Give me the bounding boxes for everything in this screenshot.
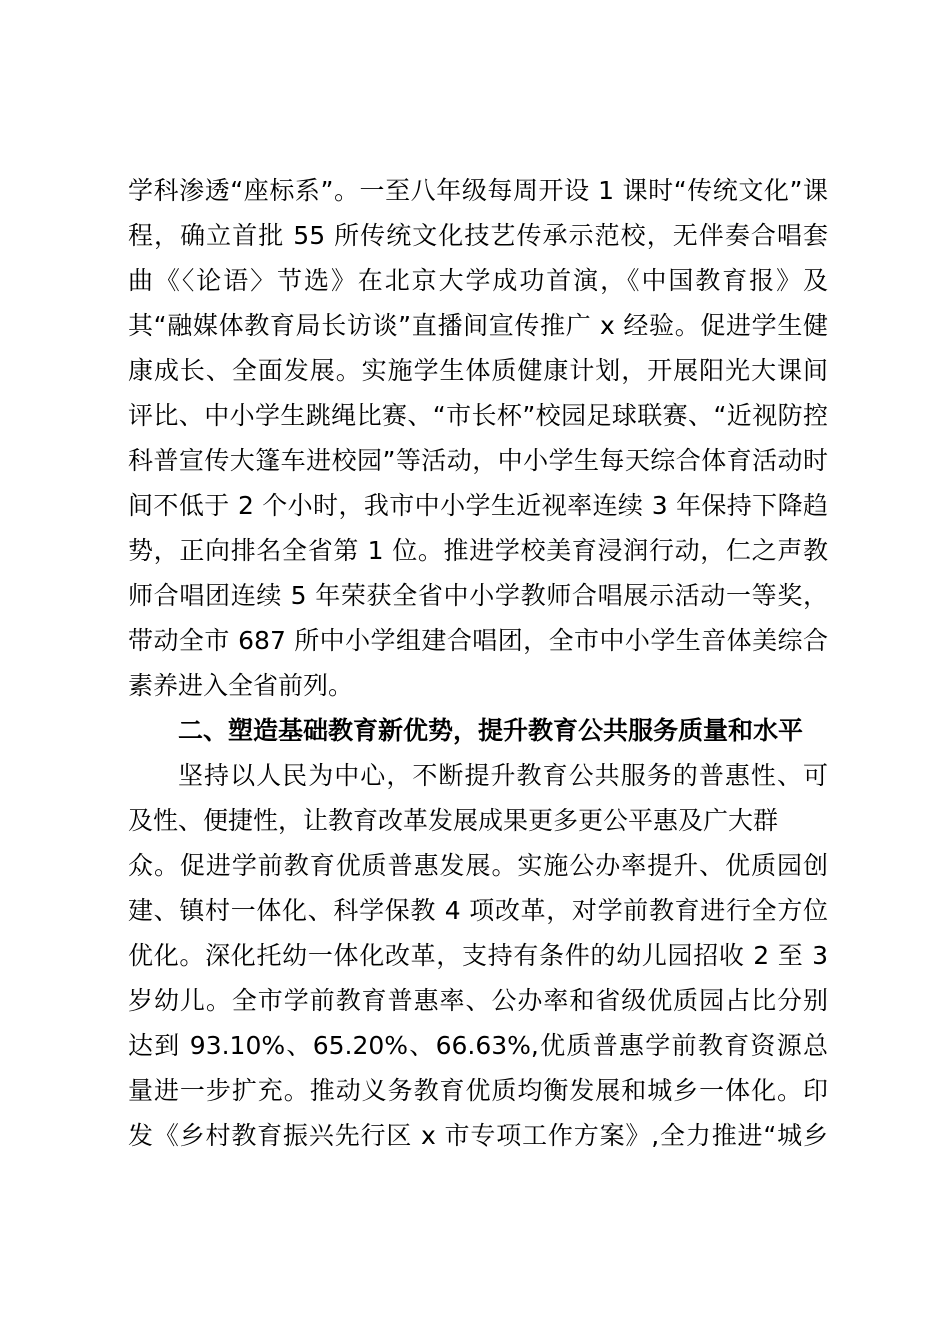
paragraph-line-last: 素养进入全省前列。	[128, 671, 354, 700]
paragraph-line: 师合唱团连续 5 年荣获全省中小学教师合唱展示活动一等奖，	[128, 581, 828, 610]
paragraph-line: 曲《〈论语〉节选》在北京大学成功首演，《中国教育报》及	[128, 266, 828, 295]
paragraph-line: 康成长、全面发展。实施学生体质健康计划，开展阳光大课间	[128, 356, 828, 385]
paragraph-line: 带动全市 687 所中小学组建合唱团，全市中小学生音体美综合	[128, 626, 828, 655]
paragraph-line: 达到 93.10%、65.20%、66.63%,优质普惠学前教育资源总	[128, 1031, 828, 1060]
paragraph-line: 评比、中小学生跳绳比赛、“市长杯”校园足球联赛、“近视防控	[128, 401, 828, 430]
paragraph-line: 优化。深化托幼一体化改革，支持有条件的幼儿园招收 2 至 3	[128, 941, 828, 970]
paragraph-line: 建、镇村一体化、科学保教 4 项改革，对学前教育进行全方位	[128, 896, 828, 925]
paragraph-line: 量进一步扩充。推动义务教育优质均衡发展和城乡一体化。印	[128, 1076, 828, 1105]
paragraph-line: 科普宣传大篷车进校园”等活动，中小学生每天综合体育活动时	[128, 446, 828, 475]
paragraph-line: 势，正向排名全省第 1 位。推进学校美育浸润行动，仁之声教	[128, 536, 828, 565]
paragraph-line: 及性、便捷性，让教育改革发展成果更多更公平惠及广大群	[128, 806, 779, 835]
paragraph-continued	[128, 168, 828, 708]
paragraph-line: 岁幼儿。全市学前教育普惠率、公办率和省级优质园占比分别	[128, 986, 828, 1015]
paragraph-line-first: 坚持以人民为中心，不断提升教育公共服务的普惠性、可	[178, 761, 828, 790]
section-two	[128, 708, 828, 1158]
section-heading: 二、塑造基础教育新优势，提升教育公共服务质量和水平	[178, 716, 804, 745]
paragraph-line: 其“融媒体教育局长访谈”直播间宣传推广 x 经验。促进学生健	[128, 311, 828, 340]
paragraph-line: 学科渗透“座标系”。一至八年级每周开设 1 课时“传统文化”课	[128, 176, 828, 205]
paragraph-line: 程，确立首批 55 所传统文化技艺传承示范校，无伴奏合唱套	[128, 221, 828, 250]
paragraph-line: 发《乡村教育振兴先行区 x 市专项工作方案》,全力推进“城乡	[128, 1121, 828, 1150]
paragraph-line: 间不低于 2 个小时，我市中小学生近视率连续 3 年保持下降趋	[128, 491, 828, 520]
paragraph-line: 众。促进学前教育优质普惠发展。实施公办率提升、优质园创	[128, 851, 828, 880]
